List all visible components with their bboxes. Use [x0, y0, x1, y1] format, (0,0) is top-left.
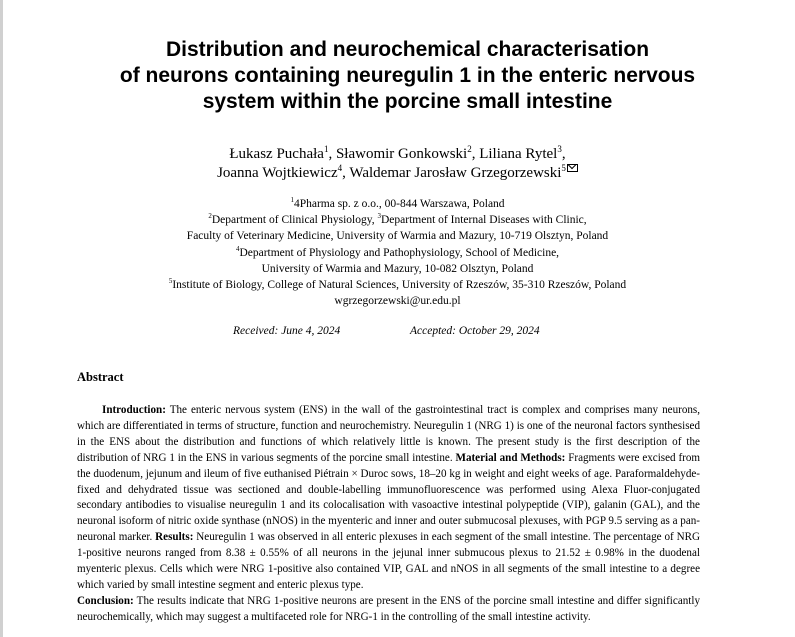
author-sup: 5	[561, 163, 566, 173]
author-name: Joanna Wojtkiewicz	[217, 165, 338, 181]
received-date: Received: June 4, 2024	[233, 325, 341, 337]
author-name: Liliana Rytel	[479, 146, 558, 162]
author-name: Sławomir Gonkowski	[335, 146, 468, 162]
abstract-heading: Abstract	[77, 370, 124, 384]
conclusion-label: Conclusion:	[77, 594, 134, 607]
abstract-conclusion	[77, 594, 700, 626]
author-list	[0, 145, 795, 183]
abstract-body	[77, 403, 700, 626]
affiliation-4-cont: University of Warmia and Mazury, 10-082 Olsztyn, Poland	[261, 262, 534, 275]
methods-label: Material and Methods:	[455, 451, 566, 464]
affiliation-5: $^5$Institute of Biology, College of Natural Sciences, University of Rzeszów, 35-310 Rzeszów, Poland	[168, 277, 627, 292]
accepted-date: Accepted: October 29, 2024	[410, 325, 540, 337]
affiliation-1: $^1$4Pharma sp. z o.o., 00-844 Warszawa, Poland	[290, 196, 505, 210]
abstract-paragraph	[77, 403, 700, 594]
author-sup: 4	[337, 163, 343, 173]
affiliation-3-cont: Faculty of Veterinary Medicine, University of Warmia and Mazury, 10-719 Olsztyn, Poland	[186, 230, 609, 243]
title-line-3: system within the porcine small intestine	[202, 90, 613, 113]
corresponding-email[interactable]: wgrzegorzewski@ur.edu.pl	[334, 295, 461, 308]
author-name: Łukasz Puchała	[229, 146, 324, 162]
envelope-icon	[567, 164, 578, 172]
author-sup: 2	[467, 144, 472, 154]
article-title	[40, 37, 775, 115]
title-line-1: Distribution and neurochemical characterisation	[165, 38, 650, 61]
title-line-2: of neurons containing neuregulin 1 in the enteric nervous	[119, 64, 696, 87]
author-sup: 3	[557, 144, 562, 154]
intro-label: Introduction:	[102, 404, 166, 416]
affiliation-4: $^4$Department of Physiology and Pathophysiology, School of Medicine,	[235, 244, 560, 259]
author-line-1: Łukasz Puchała$^1$, Sławomir Gonkowski$^2$, Liliana Rytel$^3$,	[229, 144, 566, 162]
intro-text: The enteric nervous system (ENS) in the wall of the gastrointestinal tract is complex and comprises many neurons, which are differentiated in terms of structure, function and neurochemistry. Neuregulin 1 (NRG 1) is one of the neuronal factors synthesised in the ENS about the distribution and functions of which relatively little is known. The present study is the first description of the distribution of NRG 1 in the ENS in various segments of the porcine small intestine.	[77, 404, 700, 464]
author-sup: 1	[323, 144, 329, 154]
results-label: Results:	[155, 531, 194, 544]
results-text: Neuregulin 1 was observed in all enteric plexuses in each segment of the small intestine. The percentage of NRG 1-positive neurons ranged from 8.38 ± 0.55% of all neurons in the jejunal inner submucous plexus to 21.52 ± 0.98% in the duodenal myenteric plexus. Cells which were NRG 1-positive also contained VIP, GAL and nNOS in all segments of the small intestine to a degree which varied by small intestine segment and enteric plexus type.	[77, 531, 700, 591]
author-line-2: Joanna Wojtkiewicz$^4$, Waldemar Jarosław Grzegorzewski$^5$	[0, 164, 795, 183]
page-edge	[0, 0, 3, 637]
methods-text: Fragments were excised from the duodenum, jejunum and ileum of five euthanised Piétrain × Duroc sows, 18–20 kg in weight and eight weeks of age. Paraformaldehyde-fixed and dehydrated tissue was sectioned and double-labelling immunofluorescence was performed using Alexa Fluor-conjugated secondary antibodies to visualise neuregulin 1 and its colocalisation with vasoactive intestinal polypeptide (VIP), galanin (GAL), and the neuronal isoform of nitric oxide synthase (nNOS) in the myenteric and inner and outer submucosal plexuses, with PGP 9.5 serving as a pan-neuronal marker.	[77, 451, 701, 544]
conclusion-text: The results indicate that NRG 1-positive neurons are present in the ENS of the porcine small intestine and differ significantly neurochemically, which may suggest a multifaceted role for NRG-1 in the controlling of the small intestine activity.	[77, 594, 700, 623]
affiliation-2-3: $^2$Department of Clinical Physiology, $^3$Department of Internal Diseases with Clinic,	[208, 212, 587, 227]
affiliations	[0, 196, 795, 309]
author-name: Waldemar Jarosław Grzegorzewski	[349, 165, 562, 181]
